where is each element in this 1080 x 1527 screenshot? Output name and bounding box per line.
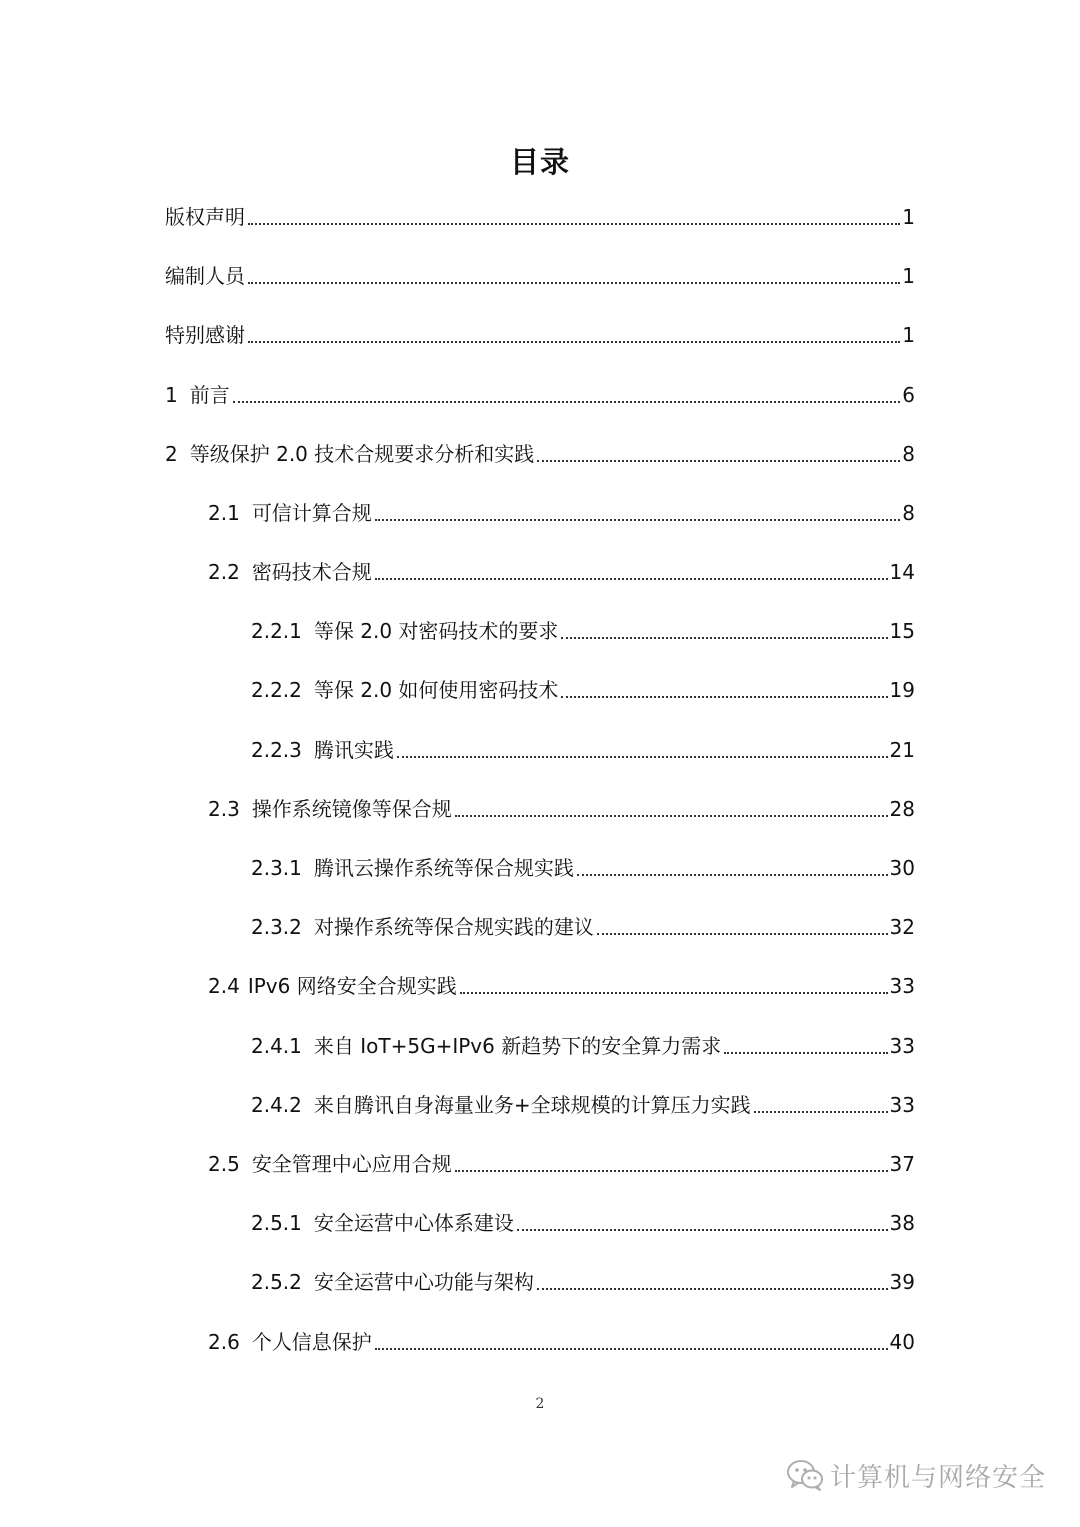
toc-entry-title: 腾讯实践 <box>313 738 394 762</box>
toc-entry-number: 2.3.2 <box>251 915 302 939</box>
toc-entry-number: 2.3.1 <box>251 856 302 880</box>
toc-entry-title: 等保 2.0 如何使用密码技术 <box>313 678 559 702</box>
page-number: 2 <box>535 1396 545 1412</box>
toc-entry-number: 2.4.2 <box>251 1093 302 1117</box>
toc-entry-page: 37 <box>889 1152 915 1176</box>
toc-entry-title: 安全运营中心体系建设 <box>313 1211 514 1235</box>
toc-dot-leader <box>517 1229 888 1231</box>
toc-entry-page: 33 <box>889 1034 915 1058</box>
toc-entry-title: 特别感谢 <box>165 323 245 347</box>
toc-entry-number: 2 <box>165 442 178 466</box>
watermark <box>786 1455 1046 1495</box>
toc-entry-page: 39 <box>889 1270 915 1294</box>
toc-entry-number: 2.2 <box>208 560 240 584</box>
toc-dot-leader <box>561 637 887 639</box>
toc-entry[interactable] <box>251 665 915 705</box>
toc-dot-leader <box>754 1111 888 1113</box>
toc-entry[interactable] <box>251 1021 915 1061</box>
toc-entry-title: 腾讯云操作系统等保合规实践 <box>313 856 574 880</box>
toc-entry-title: 安全运营中心功能与架构 <box>313 1270 534 1294</box>
toc-entry[interactable] <box>208 488 915 528</box>
toc-entry-page: 6 <box>902 383 915 407</box>
toc-dot-leader <box>577 874 888 876</box>
toc-entry[interactable] <box>208 1317 915 1357</box>
toc-dot-leader <box>375 519 900 521</box>
toc-entry-number: 2.2.1 <box>251 619 302 643</box>
toc-entry-page: 40 <box>889 1330 915 1354</box>
toc-entry[interactable] <box>251 725 915 765</box>
toc-dot-leader <box>248 223 900 225</box>
toc-entry[interactable] <box>251 606 915 646</box>
toc-dot-leader <box>455 815 888 817</box>
toc-entry-title: 来自腾讯自身海量业务+全球规模的计算压力实践 <box>313 1093 751 1117</box>
toc-entry-number: 2.2.2 <box>251 678 302 702</box>
toc-entry-page: 33 <box>889 1093 915 1117</box>
toc-entry[interactable] <box>251 902 915 942</box>
toc-entry-number: 2.2.3 <box>251 738 302 762</box>
toc-entry-page: 15 <box>889 619 915 643</box>
toc-entry-number: 2.4.1 <box>251 1034 302 1058</box>
toc-dot-leader <box>455 1170 888 1172</box>
toc-entry[interactable] <box>165 310 915 350</box>
toc-entry-number: 2.3 <box>208 797 240 821</box>
toc-entry-title: 等级保护 2.0 技术合规要求分析和实践 <box>189 442 535 466</box>
toc-entry-title: 对操作系统等保合规实践的建议 <box>313 915 594 939</box>
toc-entry-number: 2.4 <box>208 974 240 998</box>
toc-dot-leader <box>460 992 888 994</box>
toc-entry-page: 8 <box>902 442 915 466</box>
toc-entry-number: 2.1 <box>208 501 240 525</box>
toc-entry-title: 来自 IoT+5G+IPv6 新趋势下的安全算力需求 <box>313 1034 722 1058</box>
toc-entry-page: 30 <box>889 856 915 880</box>
toc-entry-number: 2.5.2 <box>251 1270 302 1294</box>
toc-entry-page: 1 <box>902 205 915 229</box>
toc-dot-leader <box>724 1052 887 1054</box>
toc-entry-number: 1 <box>165 383 178 407</box>
toc-entry[interactable] <box>251 1257 915 1297</box>
toc-entry[interactable] <box>208 1139 915 1179</box>
toc-entry-page: 14 <box>889 560 915 584</box>
toc-entry-title: IPv6 网络安全合规实践 <box>247 974 457 998</box>
toc-entry-page: 1 <box>902 323 915 347</box>
toc-entry-title: 可信计算合规 <box>251 501 372 525</box>
toc-dot-leader <box>375 578 888 580</box>
toc-entry-title: 前言 <box>189 383 230 407</box>
toc-dot-leader <box>248 282 900 284</box>
toc-entry[interactable] <box>165 429 915 469</box>
toc-entry-title: 安全管理中心应用合规 <box>251 1152 452 1176</box>
toc-entry[interactable] <box>165 192 915 232</box>
wechat-icon <box>786 1458 824 1492</box>
toc-entry-title: 操作系统镜像等保合规 <box>251 797 452 821</box>
toc-entry-title: 等保 2.0 对密码技术的要求 <box>313 619 559 643</box>
toc-entry-page: 28 <box>889 797 915 821</box>
toc-dot-leader <box>537 1288 888 1290</box>
toc-entry[interactable] <box>208 961 915 1001</box>
toc-entry-page: 1 <box>902 264 915 288</box>
watermark-text: 计算机与网络安全 <box>830 1462 1047 1493</box>
toc-entry-page: 33 <box>889 974 915 998</box>
toc-entry-page: 32 <box>889 915 915 939</box>
toc-entry[interactable] <box>165 370 915 410</box>
toc-dot-leader <box>233 401 901 403</box>
toc-dot-leader <box>248 341 900 343</box>
toc-entry[interactable] <box>251 1080 915 1120</box>
toc-entry-page: 21 <box>889 738 915 762</box>
toc-entry-title: 编制人员 <box>165 264 245 288</box>
toc-entry-page: 8 <box>902 501 915 525</box>
toc-entry[interactable] <box>208 784 915 824</box>
toc-entry-number: 2.5 <box>208 1152 240 1176</box>
toc-entry-number: 2.5.1 <box>251 1211 302 1235</box>
toc-entry[interactable] <box>251 843 915 883</box>
toc-entry-number: 2.6 <box>208 1330 240 1354</box>
toc-entry[interactable] <box>208 547 915 587</box>
toc-entry[interactable] <box>165 251 915 291</box>
toc-dot-leader <box>397 756 888 758</box>
toc-entry-page: 38 <box>889 1211 915 1235</box>
toc-dot-leader <box>375 1348 888 1350</box>
toc-dot-leader <box>561 696 887 698</box>
page-title: 目录 <box>509 145 570 179</box>
toc-dot-leader <box>537 460 900 462</box>
toc-entry-title: 密码技术合规 <box>251 560 372 584</box>
toc-entry-title: 版权声明 <box>165 205 245 229</box>
toc-entry-page: 19 <box>889 678 915 702</box>
toc-entry[interactable] <box>251 1198 915 1238</box>
toc-dot-leader <box>597 933 888 935</box>
toc-entry-title: 个人信息保护 <box>251 1330 372 1354</box>
